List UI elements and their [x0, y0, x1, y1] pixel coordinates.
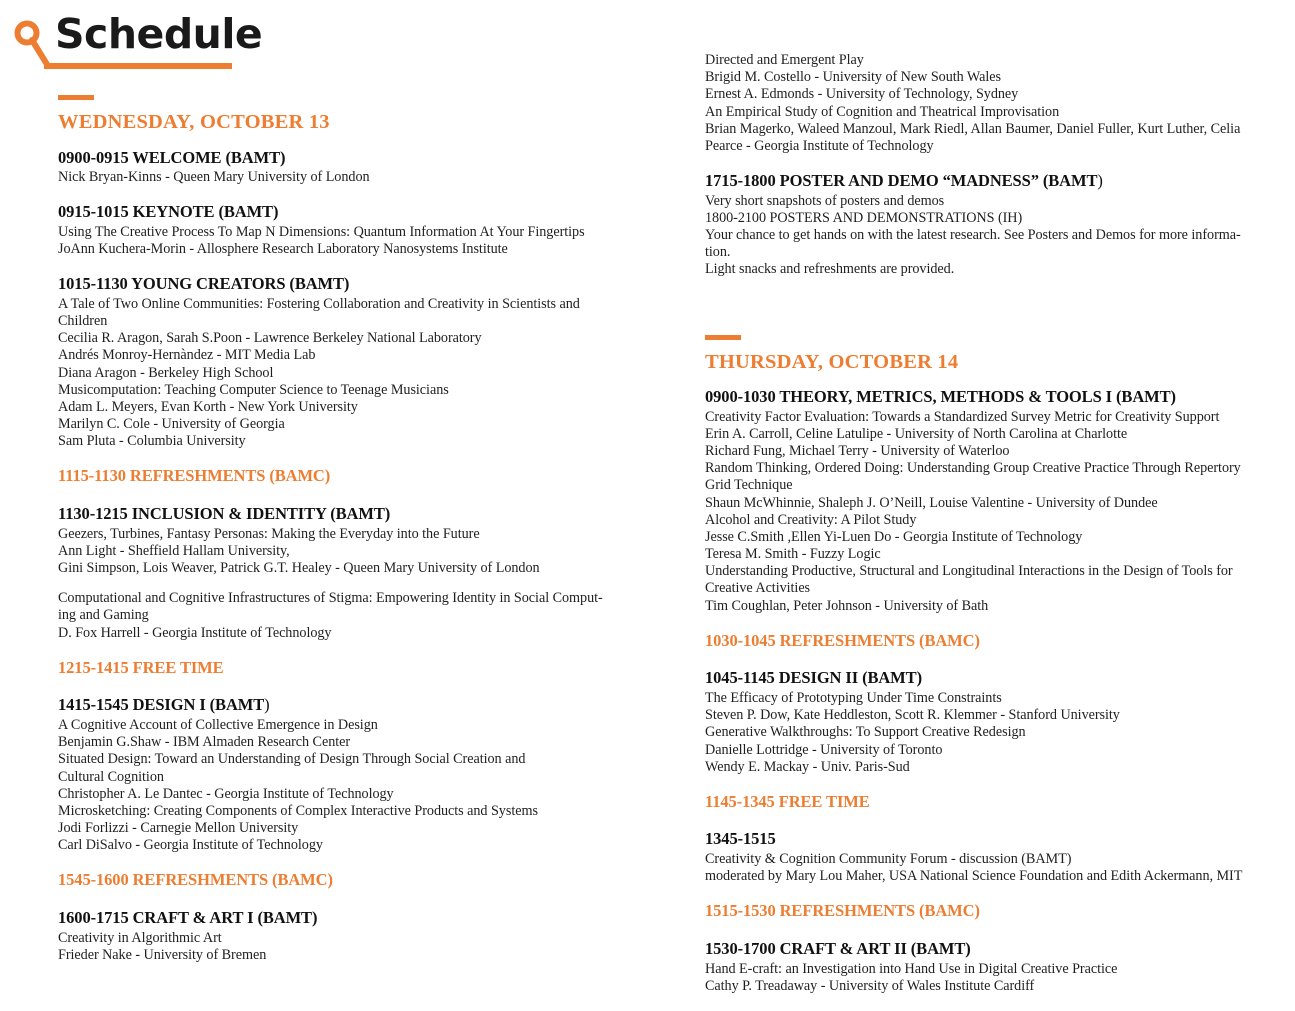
- session-detail-line: Sam Pluta - Columbia University: [58, 433, 246, 450]
- session-detail-line: Steven P. Dow, Kate Heddleston, Scott R. Klemmer - Stanford University: [705, 707, 1120, 724]
- session-detail-line: Alcohol and Creativity: A Pilot Study: [705, 511, 917, 528]
- session-detail-line: Pearce - Georgia Institute of Technology: [705, 137, 934, 154]
- session-title-text: 0900-1030 THEORY, METRICS, METHODS & TOOLS I (BAMT): [705, 387, 1176, 407]
- session-detail-line: The Efficacy of Prototyping Under Time Constraints: [705, 690, 1002, 706]
- session-detail-line: Danielle Lottridge - University of Toronto: [705, 741, 943, 758]
- session-title-text: 1530-1700 CRAFT & ART II (BAMT): [705, 939, 971, 959]
- session-block: [705, 792, 1265, 813]
- session-detail-line: Erin A. Carroll, Celine Latulipe - University of North Carolina at Charlotte: [705, 425, 1128, 442]
- session-title: [705, 668, 1265, 689]
- session-detail-line: Situated Design: Toward an Understanding of Design Through Social Creation and: [58, 751, 526, 768]
- session-title-text: 1030-1045 REFRESHMENTS (BAMC): [705, 630, 980, 650]
- session-detail-line: Ann Light - Sheffield Hallam University,: [58, 542, 290, 559]
- session-title: [705, 631, 1265, 652]
- day-heading: [705, 335, 1265, 374]
- session-detail-line: JoAnn Kuchera-Morin - Allosphere Research Laboratory Nanosystems Institute: [58, 241, 508, 258]
- session-title-text: 1130-1215 INCLUSION & IDENTITY (BAMT): [58, 504, 391, 524]
- session-block: [58, 274, 658, 450]
- session-detail-line: Creative Activities: [705, 580, 811, 597]
- session-block: [58, 202, 658, 258]
- session-title: [58, 504, 658, 525]
- session-detail-line: Computational and Cognitive Infrastructures of Stigma: Empowering Identity in Social Comput-: [58, 590, 603, 607]
- session-detail-line: Grid Technique: [705, 477, 793, 494]
- schedule-column-left: [58, 0, 658, 980]
- session-block: [58, 908, 658, 964]
- session-title-text: 1145-1345 FREE TIME: [705, 791, 870, 811]
- session-title-text: 1045-1145 DESIGN II (BAMT): [705, 668, 922, 688]
- session-detail-line: Brian Magerko, Waleed Manzoul, Mark Riedl, Allan Baumer, Daniel Fuller, Kurt Luther, Celia: [705, 120, 1241, 137]
- session-block: [58, 466, 658, 487]
- session-title: [58, 274, 658, 295]
- session-block: [58, 695, 658, 854]
- session-title: [705, 792, 1265, 813]
- session-block: [705, 901, 1265, 922]
- session-title: [58, 658, 658, 679]
- session-block: [58, 504, 658, 642]
- session-detail-line: Cultural Cognition: [58, 768, 164, 785]
- session-detail-line: Wendy E. Mackay - Univ. Paris-Sud: [705, 758, 910, 775]
- session-detail-line: Brigid M. Costello - University of New South Wales: [705, 69, 1001, 86]
- session-title: [58, 148, 658, 169]
- session-title: [705, 829, 1265, 850]
- session-detail-line: Random Thinking, Ordered Doing: Understanding Group Creative Practice Through Repertory: [705, 460, 1241, 477]
- day-heading-rule: [705, 335, 741, 340]
- session-detail-line: Children: [58, 313, 108, 330]
- session-title-text: 1515-1530 REFRESHMENTS (BAMC): [705, 901, 980, 921]
- session-detail-line: moderated by Mary Lou Maher, USA National Science Foundation and Edith Ackermann, MIT: [705, 868, 1243, 885]
- session-detail-line: Jesse C.Smith ,Ellen Yi-Luen Do - Georgia Institute of Technology: [705, 528, 1083, 545]
- session-title-text: 1345-1515: [705, 829, 776, 849]
- section-spacer: [705, 295, 1265, 335]
- session-detail-line: ing and Gaming: [58, 607, 149, 624]
- day-heading-label: THURSDAY, OCTOBER 14: [705, 350, 959, 373]
- session-detail-line: Creativity in Algorithmic Art: [58, 929, 222, 946]
- session-block: [58, 870, 658, 891]
- session-detail-line: Musicomputation: Teaching Computer Science to Teenage Musicians: [58, 381, 449, 398]
- session-block: [705, 387, 1265, 615]
- session-block: [705, 939, 1265, 995]
- session-detail-line: Using The Creative Process To Map N Dimensions: Quantum Information At Your Fingertips: [58, 223, 585, 240]
- session-detail-line: Marilyn C. Cole - University of Georgia: [58, 416, 285, 433]
- session-detail-line: Shaun McWhinnie, Shaleph J. O’Neill, Louise Valentine - University of Dundee: [705, 494, 1158, 511]
- session-detail-line: Frieder Nake - University of Bremen: [58, 946, 267, 963]
- session-detail-line: Hand E-craft: an Investigation into Hand Use in Digital Creative Practice: [705, 960, 1118, 977]
- session-detail-line: Geezers, Turbines, Fantasy Personas: Making the Everyday into the Future: [58, 525, 480, 542]
- session-title: [705, 901, 1265, 922]
- session-detail-line: Light snacks and refreshments are provided.: [705, 261, 955, 278]
- day-heading: [58, 95, 658, 134]
- page-title: Schedule: [55, 10, 263, 58]
- session-detail-line: Generative Walkthroughs: To Support Creative Redesign: [705, 724, 1026, 741]
- session-detail-line: 1800-2100 POSTERS AND DEMONSTRATIONS (IH): [705, 209, 1023, 226]
- paragraph-spacer: [58, 577, 658, 590]
- session-detail-line: An Empirical Study of Cognition and Theatrical Improvisation: [705, 103, 1060, 120]
- session-detail-line: Richard Fung, Michael Terry - University of Waterloo: [705, 443, 1010, 460]
- session-title: [58, 466, 658, 487]
- session-detail-line: Creativity & Cognition Community Forum - discussion (BAMT): [705, 851, 1072, 868]
- session-detail-line: Ernest A. Edmonds - University of Technology, Sydney: [705, 86, 1019, 103]
- session-detail-line: Carl DiSalvo - Georgia Institute of Technology: [58, 837, 323, 854]
- session-title-text: 1415-1545 DESIGN I (BAMT: [58, 695, 265, 715]
- session-title-text: 0900-0915 WELCOME (BAMT): [58, 147, 286, 167]
- session-title: [58, 908, 658, 929]
- session-detail-line: Andrés Monroy-Hernàndez - MIT Media Lab: [58, 347, 316, 364]
- session-detail-line: Diana Aragon - Berkeley High School: [58, 364, 274, 381]
- session-detail-line: Nick Bryan-Kinns - Queen Mary University of London: [58, 169, 370, 186]
- session-title: [58, 695, 658, 716]
- session-title-text: 0915-1015 KEYNOTE (BAMT): [58, 202, 279, 222]
- session-block: [58, 658, 658, 679]
- day-heading-rule: [58, 95, 94, 100]
- session-title-text: 1545-1600 REFRESHMENTS (BAMC): [58, 870, 333, 890]
- session-detail-line: Directed and Emergent Play: [705, 52, 864, 68]
- session-detail-line: Your chance to get hands on with the latest research. See Posters and Demos for more informa-: [705, 227, 1241, 243]
- session-detail-line: Benjamin G.Shaw - IBM Almaden Research Center: [58, 734, 351, 751]
- session-continuation-block: [705, 52, 1265, 155]
- session-title-text: 1600-1715 CRAFT & ART I (BAMT): [58, 908, 318, 928]
- session-detail-line: Cathy P. Treadaway - University of Wales Institute Cardiff: [705, 977, 1035, 994]
- session-detail-line: Tim Coughlan, Peter Johnson - University of Bath: [705, 597, 989, 614]
- session-detail-line: Microsketching: Creating Components of Complex Interactive Products and Systems: [58, 802, 538, 819]
- session-title-text: 1215-1415 FREE TIME: [58, 657, 224, 677]
- session-title-text: 1115-1130 REFRESHMENTS (BAMC): [58, 466, 331, 486]
- session-block: [705, 829, 1265, 885]
- session-detail-line: Understanding Productive, Structural and Longitudinal Interactions in the Design of Tools for: [705, 563, 1233, 580]
- session-title-text: 1715-1800 POSTER AND DEMO “MADNESS” (BAMT: [705, 171, 1098, 191]
- session-block: [705, 631, 1265, 652]
- session-block: [705, 668, 1265, 775]
- session-detail-line: Gini Simpson, Lois Weaver, Patrick G.T. Healey - Queen Mary University of London: [58, 560, 540, 577]
- session-detail-line: Adam L. Meyers, Evan Korth - New York University: [58, 398, 358, 415]
- schedule-column-right: [705, 0, 1265, 1011]
- session-detail-line: A Cognitive Account of Collective Emergence in Design: [58, 717, 378, 734]
- session-detail-line: Teresa M. Smith - Fuzzy Logic: [705, 546, 881, 563]
- session-title-text: 1015-1130 YOUNG CREATORS (BAMT): [58, 274, 350, 294]
- session-title: [705, 171, 1265, 192]
- session-detail-line: Christopher A. Le Dantec - Georgia Institute of Technology: [58, 785, 394, 802]
- session-detail-line: Creativity Factor Evaluation: Towards a Standardized Survey Metric for Creativity Support: [705, 408, 1220, 425]
- session-title: [58, 202, 658, 223]
- day-heading-label: WEDNESDAY, OCTOBER 13: [58, 111, 330, 133]
- session-title: [58, 870, 658, 891]
- session-title: [705, 387, 1265, 408]
- session-block: [705, 171, 1265, 278]
- session-detail-line: D. Fox Harrell - Georgia Institute of Technology: [58, 624, 332, 641]
- session-detail-line: Jodi Forlizzi - Carnegie Mellon University: [58, 820, 299, 837]
- session-detail-line: Cecilia R. Aragon, Sarah S.Poon - Lawrence Berkeley National Laboratory: [58, 330, 482, 347]
- session-detail-line: A Tale of Two Online Communities: Fostering Collaboration and Creativity in Scientists and: [58, 295, 580, 312]
- session-title: [705, 939, 1265, 960]
- session-title-paren: ): [1097, 171, 1103, 191]
- session-detail-line: tion.: [705, 244, 731, 261]
- session-block: [58, 148, 658, 187]
- session-title-paren: ): [264, 695, 270, 715]
- session-detail-line: Very short snapshots of posters and demos: [705, 192, 945, 209]
